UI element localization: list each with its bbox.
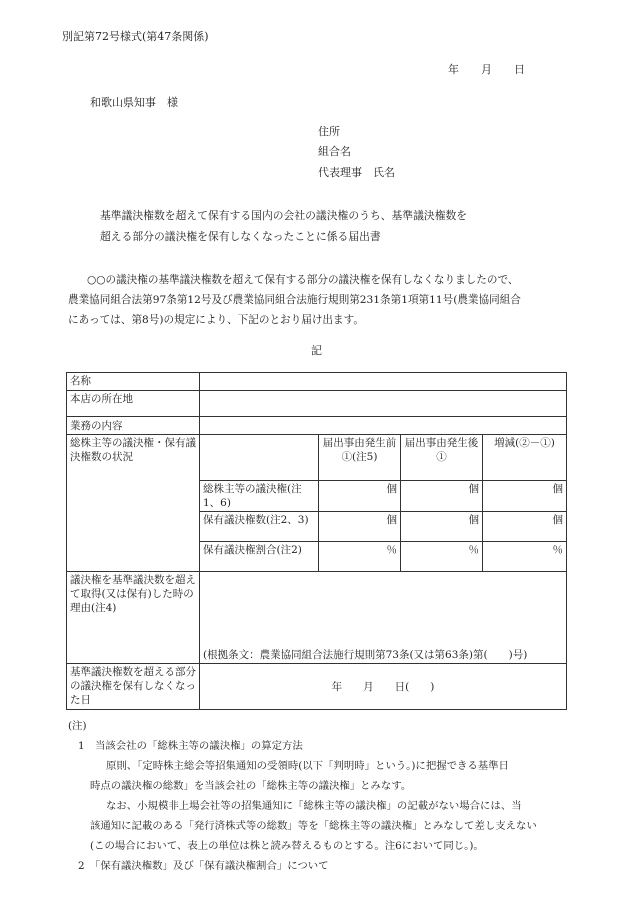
unit-ko: 個 [319,481,401,512]
note-1-para-1b: 時点の議決権の総数」を当該会社の「総株主等の議決権」とみなす。 [90,780,412,792]
address-label: 住所 [318,125,340,138]
unit-ko: 個 [401,512,483,542]
reason-label: 議決権を基準議決数を超えて取得(又は保有)した時の理由(注4) [67,572,200,664]
unit-ko: 個 [401,481,483,512]
ki-heading: 記 [311,344,322,357]
union-label: 組合名 [318,145,351,158]
notification-table [66,372,567,710]
unit-ko: 個 [483,512,567,542]
unit-percent: ％ [401,542,483,572]
notes-section [60,716,570,876]
row-total-votes-label: 総株主等の議決権(注1、6) [200,481,319,512]
name-label: 名称 [67,373,200,391]
reason-basis: (根拠条文：農業協同組合法施行規則第73条(又は第63条)第( )号) [200,572,567,664]
business-value [200,417,567,435]
unit-ko: 個 [483,481,567,512]
note-1-para-2b: 該通知に記載のある「発行済株式等の総数」等を「総株主等の議決権」とみなして差し支えない [90,820,537,832]
col-before: 届出事由発生前①(注5) [319,435,401,481]
unit-percent: ％ [483,542,567,572]
date-line: 年 月 日 [448,63,525,76]
body-line-2: 農業協同組合法第97条第12号及び農業協同組合法施行規則第231条第1項第11号(農業協同組合 [68,294,521,306]
note-2-title: 2 「保有議決権数」及び「保有議決権割合」について [78,860,329,872]
col-after: 届出事由発生後① [401,435,483,481]
note-1-para-2a: なお、小規模非上場会社等の招集通知に「総株主等の議決権」の記載がない場合には、当 [106,800,522,812]
unit-percent: ％ [319,542,401,572]
name-value [200,373,567,391]
director-label: 代表理事 氏名 [318,166,395,179]
body-paragraph [68,270,568,330]
note-1-para-2c: (この場合において、表上の単位は株と読み替えるものとする。注6において同じ。)。 [90,840,484,852]
body-line-3: にあっては、第8号)の規定により、下記のとおり届け出ます。 [68,314,364,326]
form-id: 別記第72号様式(第47条関係) [62,30,209,43]
notes-header: (注) [68,720,87,732]
date-value: 年 月 日( ) [200,664,567,710]
unit-ko: 個 [319,512,401,542]
office-value [200,391,567,417]
row-held-ratio-label: 保有議決権割合(注2) [200,542,319,572]
col-change: 増減(②－①) [483,435,567,481]
date-label: 基準議決権数を超える部分の議決権を保有しなくなった日 [67,664,200,710]
title-line-2: 超える部分の議決権を保有しなくなったことに係る届出書 [100,230,381,243]
note-1-title: 1 当該会社の「総株主等の議決権」の算定方法 [78,740,303,752]
row-held-votes-label: 保有議決権数(注2、3) [200,512,319,542]
status-blank [200,435,319,481]
title-line-1: 基準議決権数を超えて保有する国内の会社の議決権のうち、基準議決権数を [100,209,468,222]
business-label: 業務の内容 [67,417,200,435]
body-line-1: ○○の議決権の基準議決権数を超えて保有する部分の議決権を保有しなくなりましたので、 [87,274,519,286]
addressee: 和歌山県知事 様 [90,96,178,109]
status-label: 総株主等の議決権・保有議決権数の状況 [67,435,200,572]
office-label: 本店の所在地 [67,391,200,417]
note-1-para-1a: 原則、「定時株主総会等招集通知の受領時(以下「判明時」という。)に把握できる基準日 [106,760,509,772]
